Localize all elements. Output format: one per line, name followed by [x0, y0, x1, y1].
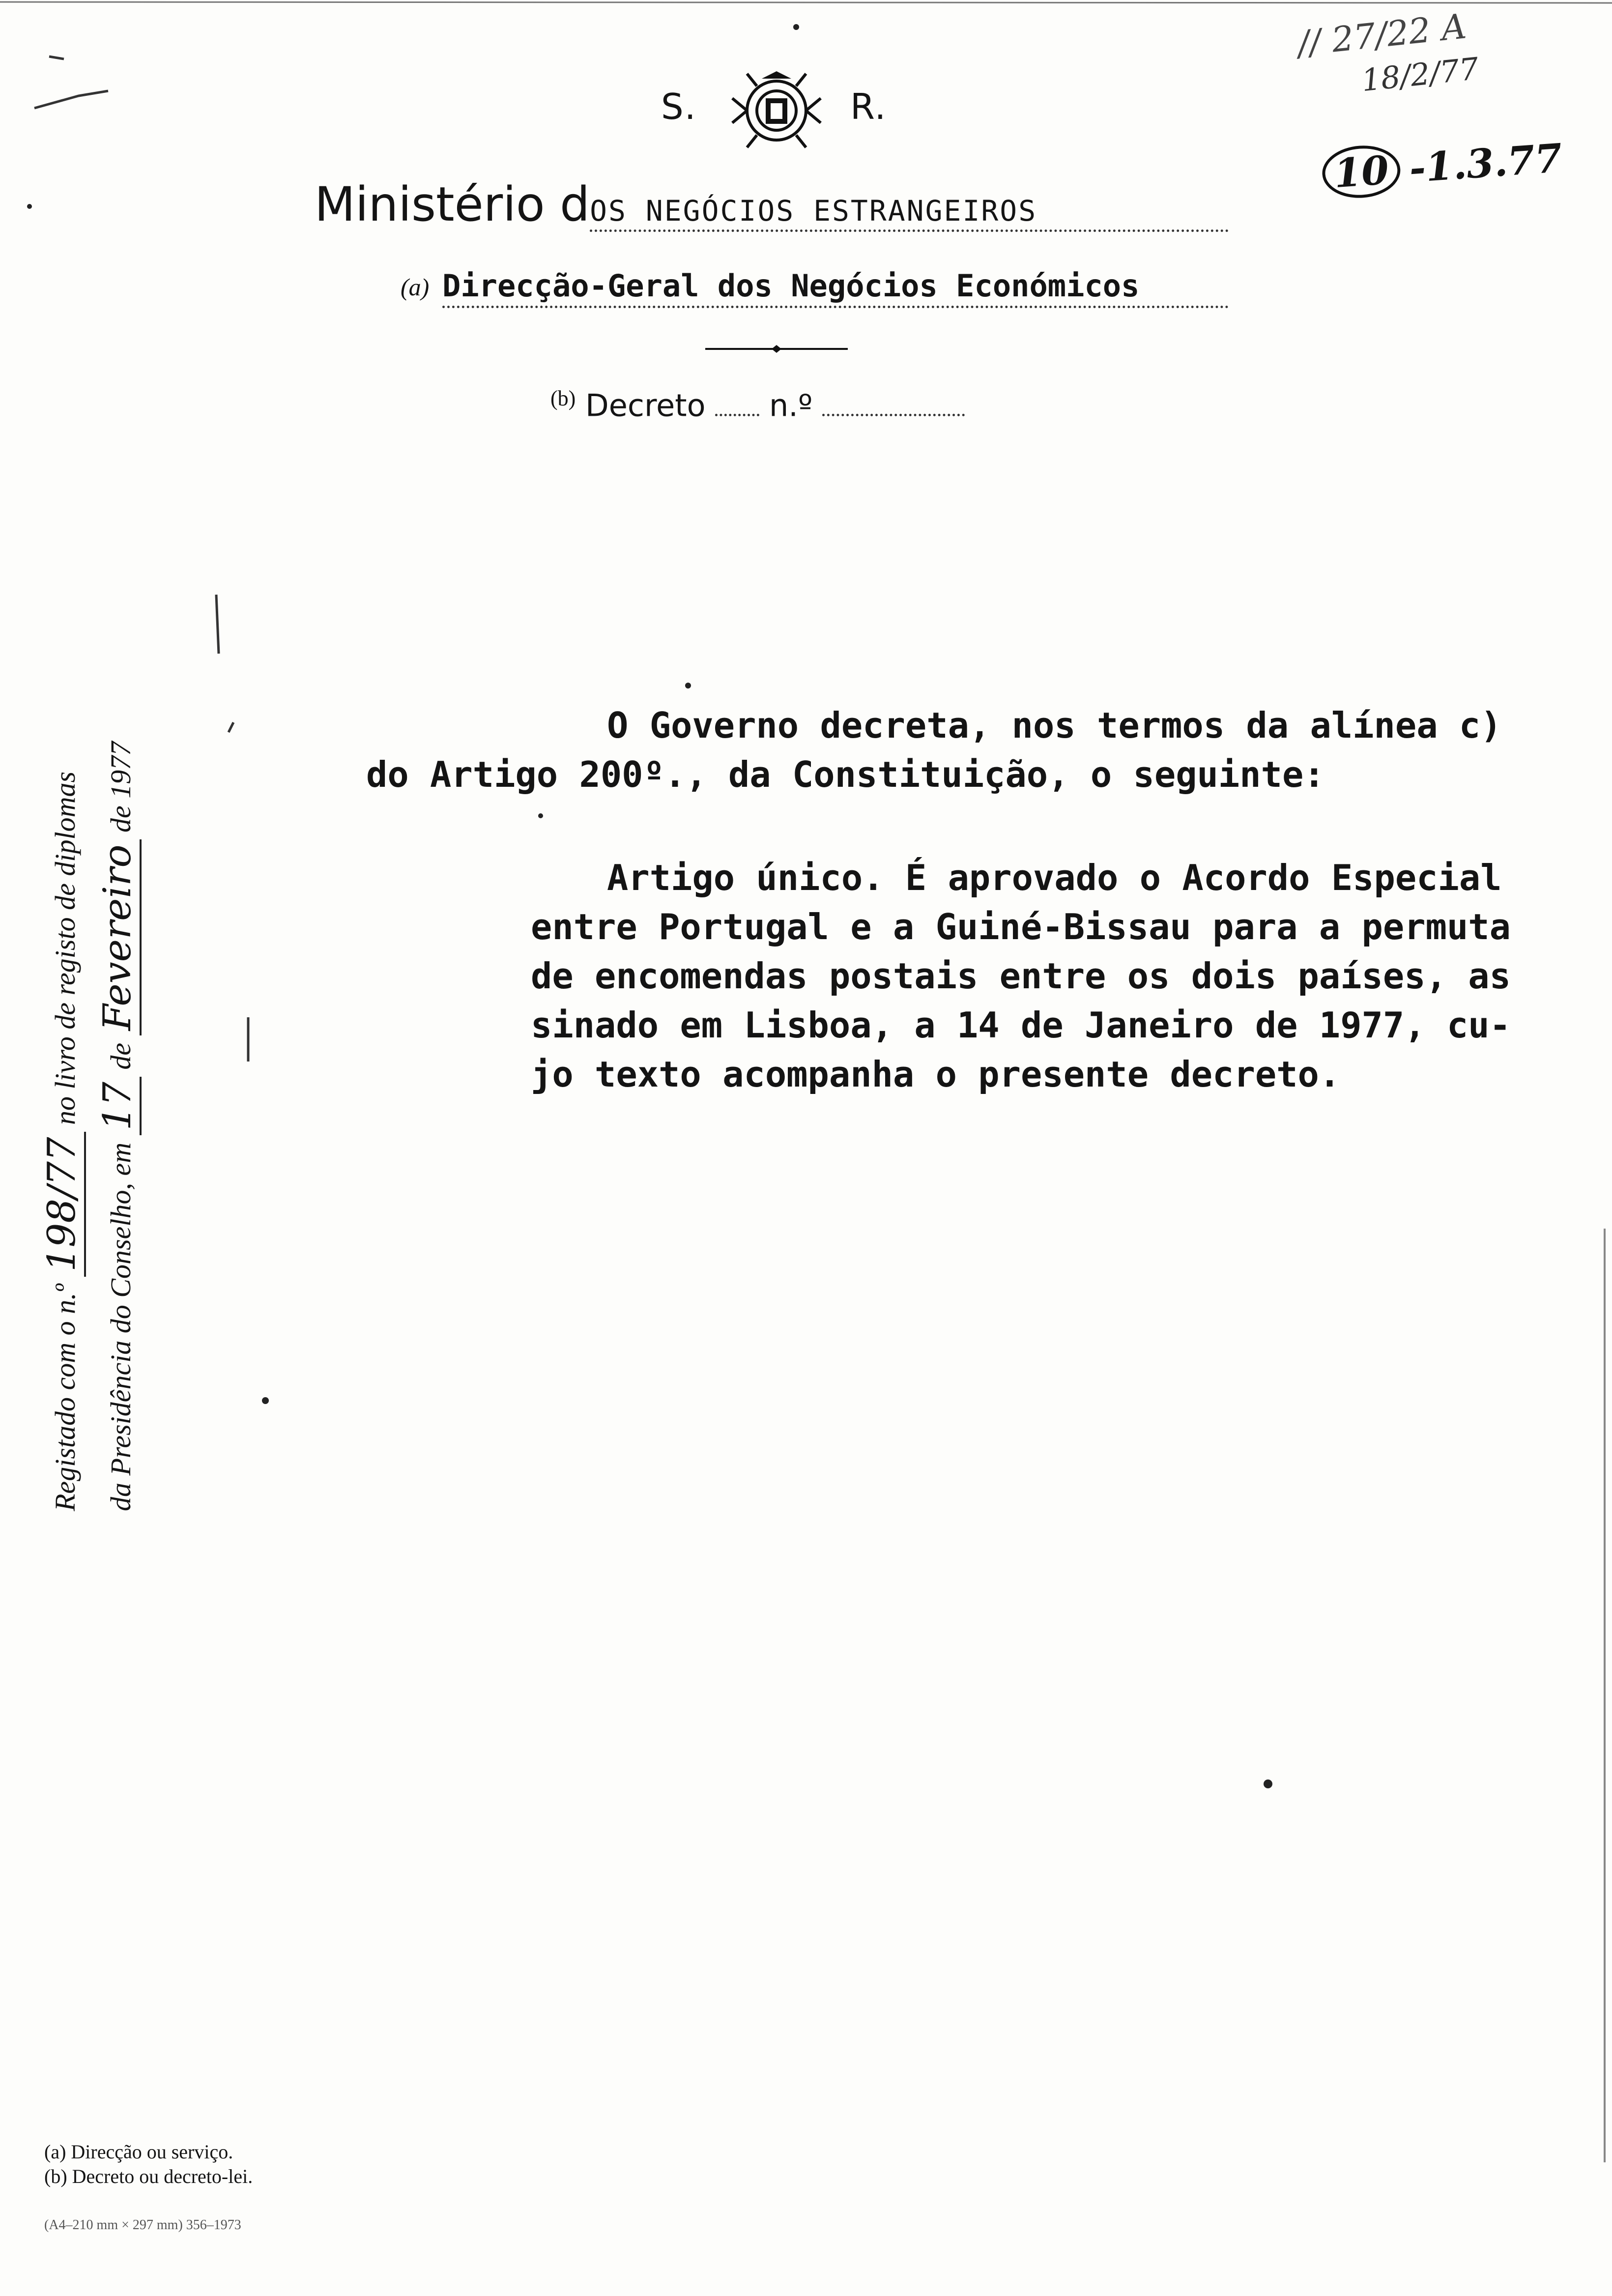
direction-name: Direcção-Geral dos Negócios Económicos: [442, 268, 1229, 308]
footnote-a: (a) Direcção ou serviço.: [44, 2141, 233, 2163]
sr-left-letter: S.: [661, 86, 697, 127]
decree-dotted-blank: [715, 414, 759, 416]
sr-right-letter: R.: [850, 86, 887, 127]
registration-line-1: Registado com o n.º 198/77 no livro de registo de diplomas: [34, 577, 90, 1511]
handwritten-reference: [1321, 132, 1564, 201]
registration-line-2: da Presidência do Conselho, em 17 de Fevereiro de 1977: [90, 577, 145, 1511]
handwritten-registration-day: 17: [95, 1077, 142, 1135]
print-code: (A4–210 mm × 297 mm) 356–1973: [44, 2217, 241, 2233]
footnote-b: (b) Decreto ou decreto-lei.: [44, 2165, 253, 2187]
decree-footnote-marker: (b): [550, 386, 576, 410]
coat-of-arms-emblem: [727, 69, 826, 152]
decree-number-label: n.º: [769, 387, 813, 424]
top-edge-rule: [0, 0, 1612, 7]
handwritten-registration-month: Fevereiro: [95, 839, 142, 1035]
handwritten-registration-number: 198/77: [40, 1132, 86, 1276]
decree-label: Decreto: [585, 387, 706, 424]
intro-line-1: O Governo decreta, nos termos da alínea c): [607, 705, 1502, 746]
header-divider: [705, 344, 848, 354]
handwritten-date-note: 18/2/77: [1359, 50, 1481, 99]
article-line-2: entre Portugal e a Guiné-Bissau para a permuta: [531, 906, 1511, 947]
article-line-4: sinado em Lisboa, a 14 de Janeiro de 1977, cu-: [531, 1004, 1511, 1046]
article-line-1: Artigo único. É aprovado o Acordo Especial: [607, 857, 1502, 898]
decree-row: [550, 386, 965, 424]
registration-side-note: [34, 577, 145, 1511]
handwritten-top-note: // 27/22 A: [1295, 6, 1468, 64]
direction-footnote-marker: (a): [401, 273, 430, 301]
ministry-label: Ministério d: [315, 177, 590, 232]
decree-number-blank: [822, 414, 965, 416]
ministry-name: OS NEGÓCIOS ESTRANGEIROS: [590, 194, 1229, 232]
handwritten-reference-date: -1.3.77: [1408, 135, 1564, 192]
article-line-3: de encomendas postais entre os dois países, as: [531, 955, 1511, 997]
ministry-heading: [315, 177, 1229, 232]
article-line-5: jo texto acompanha o presente decreto.: [531, 1054, 1341, 1095]
intro-line-2: do Artigo 200º., da Constituição, o seguinte:: [366, 754, 1325, 795]
handwritten-circled-number: 10: [1321, 143, 1402, 201]
